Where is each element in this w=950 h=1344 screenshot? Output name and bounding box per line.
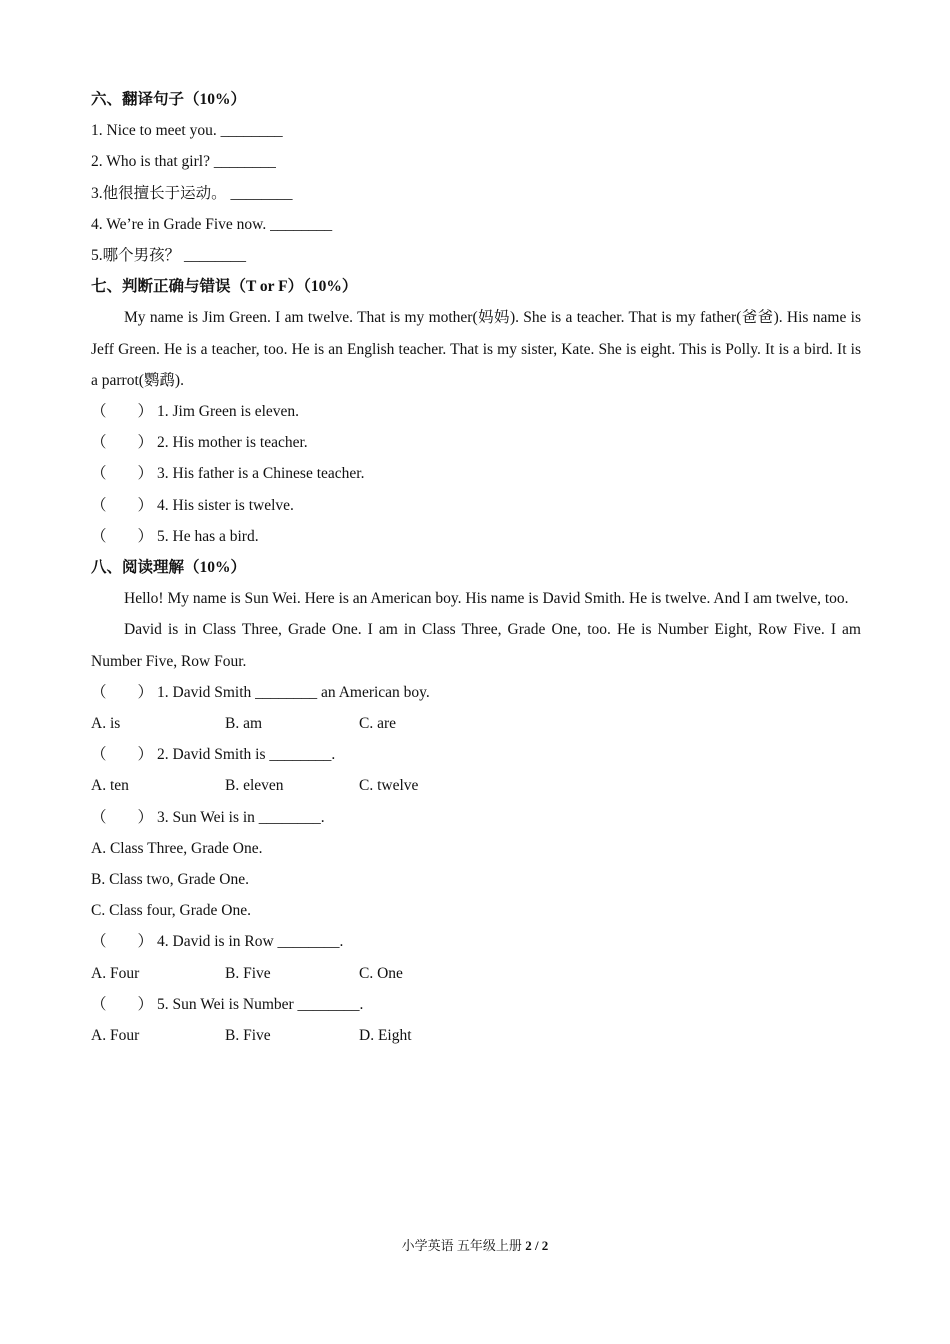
- mc-options-1: [91, 708, 861, 739]
- tf-item-3: [91, 458, 861, 489]
- section-6-title: 六、翻译句子（10%）: [91, 91, 247, 108]
- tf-item-4: [91, 490, 861, 521]
- section-8-passage-1: Hello! My name is Sun Wei. Here is an American boy. His name is David Smith. He is twelve. And I am twelve, too.: [124, 590, 849, 608]
- option-c[interactable]: C. are: [359, 715, 397, 733]
- section-8-title: 八、阅读理解（10%）: [91, 559, 247, 577]
- option-b[interactable]: B. Class two, Grade One.: [91, 871, 249, 889]
- tf-statement: 4. His sister is twelve.: [157, 496, 294, 514]
- footer-subject: 小学英语 五年级上册: [401, 1238, 526, 1253]
- tf-statement: 1. Jim Green is eleven.: [157, 403, 300, 421]
- answer-paren[interactable]: （ ）: [91, 465, 154, 483]
- mc-question-2: [91, 739, 861, 770]
- translate-item-5: 5.哪个男孩？ ________: [91, 247, 247, 265]
- page-footer: [0, 1236, 950, 1256]
- tf-item-5: [91, 521, 861, 552]
- option-a[interactable]: A. is: [91, 715, 121, 733]
- question-stem: 3. Sun Wei is in ________.: [157, 808, 325, 826]
- option-a[interactable]: A. ten: [91, 777, 129, 795]
- mc-question-5: [91, 989, 861, 1020]
- worksheet-page: [91, 84, 861, 1051]
- section-7-passage: My name is Jim Green. I am twelve. That is my mother(妈妈). She is a teacher. That is my father(爸爸). His name is Jeff Green. He is a teacher, too. He is an English teacher. That is my sister, Kate. She is eight. This is Polly. It is a bird. It is a parrot(鹦鹉).: [91, 309, 861, 389]
- tf-statement: 5. He has a bird.: [157, 527, 259, 545]
- mc-question-4: [91, 926, 861, 957]
- section-8-passage-2: David is in Class Three, Grade One. I am in Class Three, Grade One, too. He is Number Eight, Row Five. I am Number Five, Row Four.: [91, 621, 861, 670]
- mc-options-4: [91, 958, 861, 989]
- page-number: 2 / 2: [525, 1238, 549, 1253]
- option-b[interactable]: B. Five: [225, 964, 271, 982]
- question-stem: 5. Sun Wei is Number ________.: [157, 995, 364, 1013]
- answer-paren[interactable]: （ ）: [91, 683, 154, 701]
- tf-statement: 3. His father is a Chinese teacher.: [157, 465, 365, 483]
- mc-options-2: [91, 770, 861, 801]
- option-b[interactable]: B. eleven: [225, 777, 284, 795]
- option-c[interactable]: C. One: [359, 964, 403, 982]
- translate-item-3: 3.他很擅长于运动。 ________: [91, 184, 293, 202]
- tf-item-1: [91, 396, 861, 427]
- answer-paren[interactable]: （ ）: [91, 403, 154, 421]
- translate-item-1: 1. Nice to meet you. ________: [91, 122, 283, 140]
- answer-paren[interactable]: （ ）: [91, 995, 154, 1013]
- option-a[interactable]: A. Four: [91, 964, 140, 982]
- answer-paren[interactable]: （ ）: [91, 933, 154, 951]
- answer-paren[interactable]: （ ）: [91, 527, 154, 545]
- option-c[interactable]: D. Eight: [359, 1027, 412, 1045]
- tf-item-2: [91, 427, 861, 458]
- mc-question-1: [91, 677, 861, 708]
- tf-statement: 2. His mother is teacher.: [157, 434, 308, 452]
- option-b[interactable]: B. Five: [225, 1027, 271, 1045]
- section-7-title: 七、判断正确与错误（T or F）（10%）: [91, 278, 358, 296]
- answer-paren[interactable]: （ ）: [91, 808, 154, 826]
- question-stem: 1. David Smith ________ an American boy.: [157, 683, 430, 701]
- question-stem: 2. David Smith is ________.: [157, 746, 336, 764]
- translate-item-4: 4. We’re in Grade Five now. ________: [91, 215, 333, 233]
- option-c[interactable]: C. Class four, Grade One.: [91, 902, 251, 920]
- answer-paren[interactable]: （ ）: [91, 746, 154, 764]
- option-a[interactable]: A. Four: [91, 1027, 140, 1045]
- option-b[interactable]: B. am: [225, 715, 263, 733]
- answer-paren[interactable]: （ ）: [91, 434, 154, 452]
- mc-question-3: [91, 802, 861, 833]
- answer-paren[interactable]: （ ）: [91, 496, 154, 514]
- translate-item-2: 2. Who is that girl? ________: [91, 153, 276, 171]
- mc-options-5: [91, 1020, 861, 1051]
- option-a[interactable]: A. Class Three, Grade One.: [91, 839, 263, 857]
- question-stem: 4. David is in Row ________.: [157, 933, 344, 951]
- option-c[interactable]: C. twelve: [359, 777, 419, 795]
